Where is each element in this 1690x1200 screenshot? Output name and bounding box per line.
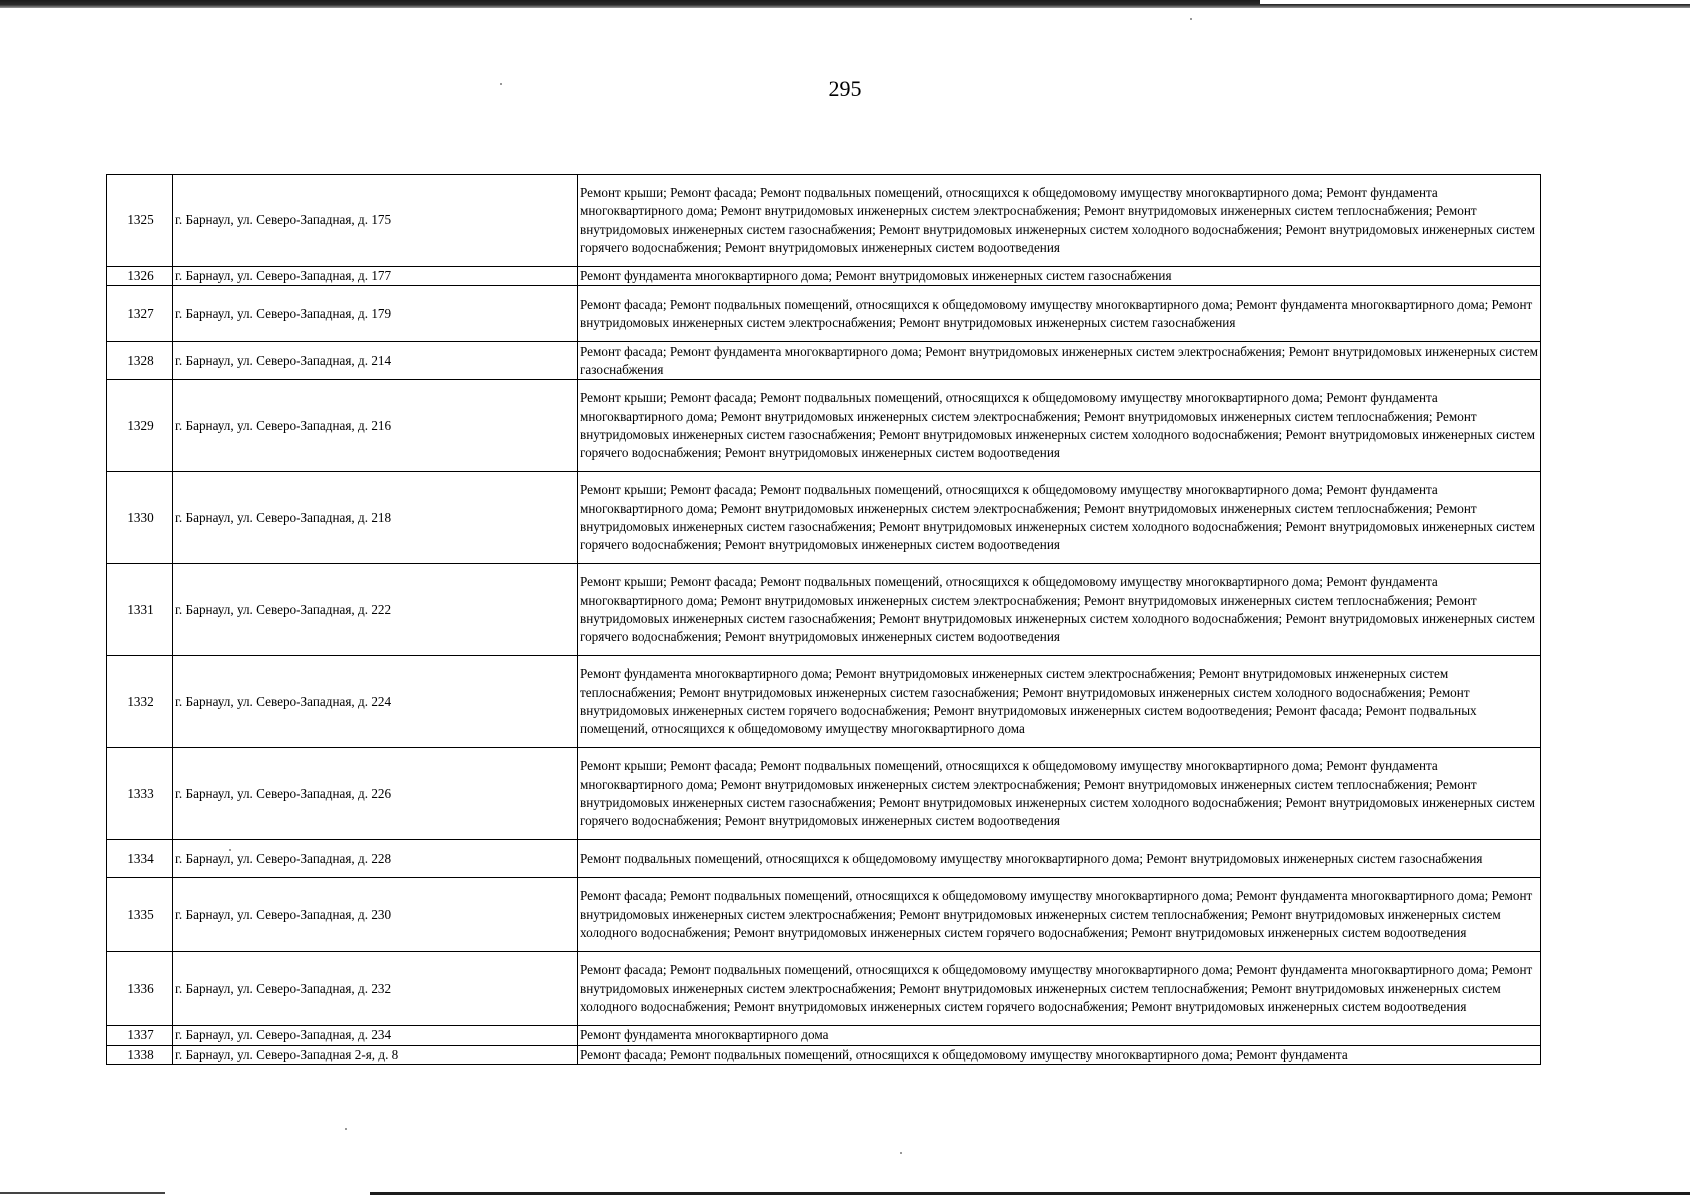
row-number: 1334 <box>107 840 173 878</box>
row-address: г. Барнаул, ул. Северо-Западная, д. 224 <box>173 656 578 748</box>
table-row <box>107 342 1541 380</box>
row-number: 1325 <box>107 175 173 267</box>
table-row <box>107 656 1541 748</box>
scan-edge-top-gap <box>1260 0 1690 4</box>
row-number: 1338 <box>107 1045 173 1064</box>
row-address: г. Барнаул, ул. Северо-Западная, д. 232 <box>173 952 578 1026</box>
row-address: г. Барнаул, ул. Северо-Западная, д. 177 <box>173 267 578 286</box>
row-works: Ремонт крыши; Ремонт фасада; Ремонт подвальных помещений, относящихся к общедомовому имуществу многоквартирного дома; Ремонт фундамента многоквартирного дома; Ремонт внутридомовых инженерных систем электроснабжения; Ремонт внутридомовых инженерных систем теплоснабжения; Ремонт внутридомовых инженерных систем газоснабжения; Ремонт внутридомовых инженерных систем холодного водоснабжения; Ремонт внутридомовых инженерных систем горячего водоснабжения; Ремонт внутридомовых инженерных систем водоотведения <box>578 380 1541 472</box>
table-row <box>107 380 1541 472</box>
row-number: 1333 <box>107 748 173 840</box>
repair-registry-table <box>106 174 1541 1065</box>
row-works: Ремонт фасада; Ремонт фундамента многоквартирного дома; Ремонт внутридомовых инженерных систем электроснабжения; Ремонт внутридомовых инженерных систем газоснабжения <box>578 342 1541 380</box>
row-number: 1336 <box>107 952 173 1026</box>
table-row <box>107 1026 1541 1045</box>
table-row <box>107 1045 1541 1064</box>
table-row <box>107 286 1541 342</box>
table-row <box>107 748 1541 840</box>
row-address: г. Барнаул, ул. Северо-Западная, д. 179 <box>173 286 578 342</box>
row-address: г. Барнаул, ул. Северо-Западная, д. 226 <box>173 748 578 840</box>
row-works: Ремонт крыши; Ремонт фасада; Ремонт подвальных помещений, относящихся к общедомовому имуществу многоквартирного дома; Ремонт фундамента многоквартирного дома; Ремонт внутридомовых инженерных систем электроснабжения; Ремонт внутридомовых инженерных систем теплоснабжения; Ремонт внутридомовых инженерных систем газоснабжения; Ремонт внутридомовых инженерных систем холодного водоснабжения; Ремонт внутридомовых инженерных систем горячего водоснабжения; Ремонт внутридомовых инженерных систем водоотведения <box>578 472 1541 564</box>
table-row <box>107 564 1541 656</box>
row-works: Ремонт фундамента многоквартирного дома; Ремонт внутридомовых инженерных систем электроснабжения; Ремонт внутридомовых инженерных систем теплоснабжения; Ремонт внутридомовых инженерных систем газоснабжения; Ремонт внутридомовых инженерных систем холодного водоснабжения; Ремонт внутридомовых инженерных систем горячего водоснабжения; Ремонт внутридомовых инженерных систем водоотведения; Ремонт фасада; Ремонт подвальных помещений, относящихся к общедомовому имуществу многоквартирного дома <box>578 656 1541 748</box>
table-row <box>107 952 1541 1026</box>
scan-edge-bottom <box>370 1192 1690 1195</box>
row-number: 1329 <box>107 380 173 472</box>
row-address: г. Барнаул, ул. Северо-Западная 2-я, д. 8 <box>173 1045 578 1064</box>
scan-edge-bottom-left <box>0 1192 165 1194</box>
scan-speck <box>1190 18 1192 20</box>
row-number: 1330 <box>107 472 173 564</box>
row-works: Ремонт фундамента многоквартирного дома <box>578 1026 1541 1045</box>
row-address: г. Барнаул, ул. Северо-Западная, д. 230 <box>173 878 578 952</box>
row-works: Ремонт крыши; Ремонт фасада; Ремонт подвальных помещений, относящихся к общедомовому имуществу многоквартирного дома; Ремонт фундамента многоквартирного дома; Ремонт внутридомовых инженерных систем электроснабжения; Ремонт внутридомовых инженерных систем теплоснабжения; Ремонт внутридомовых инженерных систем газоснабжения; Ремонт внутридомовых инженерных систем холодного водоснабжения; Ремонт внутридомовых инженерных систем горячего водоснабжения; Ремонт внутридомовых инженерных систем водоотведения <box>578 175 1541 267</box>
row-number: 1332 <box>107 656 173 748</box>
row-works: Ремонт подвальных помещений, относящихся к общедомовому имуществу многоквартирного дома; Ремонт внутридомовых инженерных систем газоснабжения <box>578 840 1541 878</box>
scan-speck <box>900 1152 902 1154</box>
scan-speck <box>345 1128 347 1130</box>
row-works: Ремонт крыши; Ремонт фасада; Ремонт подвальных помещений, относящихся к общедомовому имуществу многоквартирного дома; Ремонт фундамента многоквартирного дома; Ремонт внутридомовых инженерных систем электроснабжения; Ремонт внутридомовых инженерных систем теплоснабжения; Ремонт внутридомовых инженерных систем газоснабжения; Ремонт внутридомовых инженерных систем холодного водоснабжения; Ремонт внутридомовых инженерных систем горячего водоснабжения; Ремонт внутридомовых инженерных систем водоотведения <box>578 564 1541 656</box>
row-number: 1327 <box>107 286 173 342</box>
table-row <box>107 840 1541 878</box>
row-address: г. Барнаул, ул. Северо-Западная, д. 216 <box>173 380 578 472</box>
row-works: Ремонт фундамента многоквартирного дома; Ремонт внутридомовых инженерных систем газоснабжения <box>578 267 1541 286</box>
row-address: г. Барнаул, ул. Северо-Западная, д. 214 <box>173 342 578 380</box>
row-number: 1335 <box>107 878 173 952</box>
row-address: г. Барнаул, ул. Северо-Западная, д. 218 <box>173 472 578 564</box>
row-address: г. Барнаул, ул. Северо-Западная, д. 222 <box>173 564 578 656</box>
row-works: Ремонт фасада; Ремонт подвальных помещений, относящихся к общедомовому имуществу многоквартирного дома; Ремонт фундамента многоквартирного дома; Ремонт внутридомовых инженерных систем электроснабжения; Ремонт внутридомовых инженерных систем теплоснабжения; Ремонт внутридомовых инженерных систем холодного водоснабжения; Ремонт внутридомовых инженерных систем горячего водоснабжения; Ремонт внутридомовых инженерных систем водоотведения <box>578 878 1541 952</box>
row-number: 1337 <box>107 1026 173 1045</box>
row-works: Ремонт крыши; Ремонт фасада; Ремонт подвальных помещений, относящихся к общедомовому имуществу многоквартирного дома; Ремонт фундамента многоквартирного дома; Ремонт внутридомовых инженерных систем электроснабжения; Ремонт внутридомовых инженерных систем теплоснабжения; Ремонт внутридомовых инженерных систем газоснабжения; Ремонт внутридомовых инженерных систем холодного водоснабжения; Ремонт внутридомовых инженерных систем горячего водоснабжения; Ремонт внутридомовых инженерных систем водоотведения <box>578 748 1541 840</box>
page-number: 295 <box>828 76 862 101</box>
row-address: г. Барнаул, ул. Северо-Западная, д. 234 <box>173 1026 578 1045</box>
row-works: Ремонт фасада; Ремонт подвальных помещений, относящихся к общедомовому имуществу многоквартирного дома; Ремонт фундамента многоквартирного дома; Ремонт внутридомовых инженерных систем электроснабжения; Ремонт внутридомовых инженерных систем теплоснабжения; Ремонт внутридомовых инженерных систем холодного водоснабжения; Ремонт внутридомовых инженерных систем горячего водоснабжения; Ремонт внутридомовых инженерных систем водоотведения <box>578 952 1541 1026</box>
row-works: Ремонт фасада; Ремонт подвальных помещений, относящихся к общедомовому имуществу многоквартирного дома; Ремонт фундамента многоквартирного дома; Ремонт внутридомовых инженерных систем электроснабжения; Ремонт внутридомовых инженерных систем газоснабжения <box>578 286 1541 342</box>
row-address: г. Барнаул, ул. Северо-Западная, д. 175 <box>173 175 578 267</box>
table-row <box>107 878 1541 952</box>
table-row <box>107 175 1541 267</box>
table-row <box>107 267 1541 286</box>
table-row <box>107 472 1541 564</box>
row-number: 1331 <box>107 564 173 656</box>
row-address: г. Барнаул, ул. Северо-Западная, д. 228 <box>173 840 578 878</box>
row-works: Ремонт фасада; Ремонт подвальных помещений, относящихся к общедомовому имуществу многоквартирного дома; Ремонт фундамента <box>578 1045 1541 1064</box>
row-number: 1326 <box>107 267 173 286</box>
row-number: 1328 <box>107 342 173 380</box>
